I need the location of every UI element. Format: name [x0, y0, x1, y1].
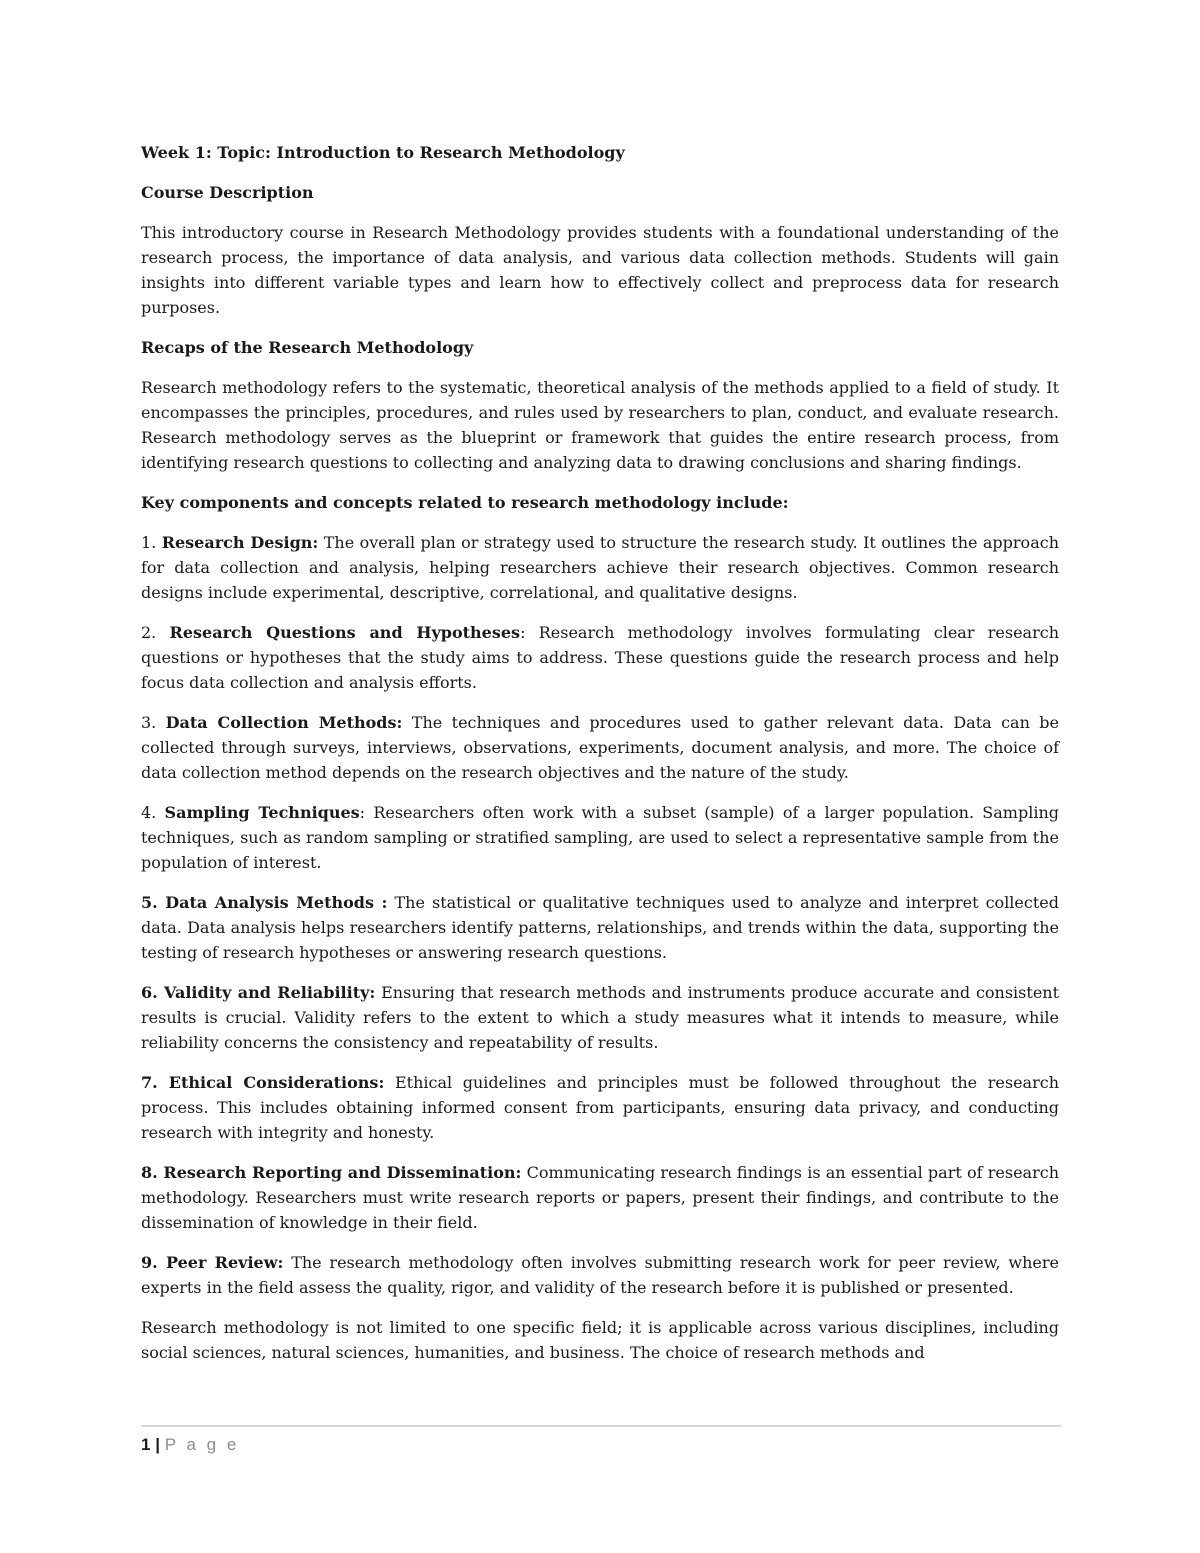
footer-separator: | [155, 1435, 160, 1454]
item-number: 2. [141, 623, 170, 642]
item-term: Ethical Considerations: [168, 1073, 385, 1092]
item-number: 7. [141, 1073, 169, 1092]
item-term: Sampling Techniques [164, 803, 360, 822]
item-term: Validity and Reliability: [164, 983, 376, 1002]
footer-divider [141, 1425, 1061, 1427]
item-term: Peer Review: [166, 1253, 284, 1272]
recaps-heading: Recaps of the Research Methodology [141, 338, 474, 357]
list-item-reporting [141, 1160, 1059, 1235]
item-term: Data Collection Methods: [165, 713, 403, 732]
item-term: Research Reporting and Dissemination: [163, 1163, 522, 1182]
item-number: 3. [141, 713, 166, 732]
item-text: The research methodology often involves submitting research work for peer review, where experts in the field assess the quality, rigor, and validity of the research before it is published or presented. [141, 1253, 1060, 1297]
course-description-paragraph: This introductory course in Research Methodology provides students with a foundational understanding of the research process, the importance of data analysis, and various data collection methods. Students will gain insights into different variable types and learn how to effectively collect and preprocess data for research purposes. [141, 223, 1059, 317]
item-term: Research Questions and Hypotheses [169, 623, 521, 642]
item-text: Communicating research findings is an essential part of research methodology. Researchers must write research reports or papers, present their findings, and contribute to the dissemination of knowledge in their field. [141, 1163, 1060, 1232]
item-text: The overall plan or strategy used to structure the research study. It outlines the approach for data collection and analysis, helping researchers achieve their research objectives. Common research designs include experimental, descriptive, correlational, and qualitative designs. [141, 533, 1059, 602]
item-text: : Researchers often work with a subset (sample) of a larger population. Sampling techniques, such as random sampling or stratified sampling, are used to select a representative sample from the population of interest. [141, 803, 1059, 872]
document-body [141, 140, 1059, 1380]
closing-paragraph: Research methodology is not limited to one specific field; it is applicable across various disciplines, including social sciences, natural sciences, humanities, and business. The choice of research methods and [141, 1318, 1059, 1362]
list-item-data-analysis [141, 890, 1059, 965]
item-number: 8. [141, 1163, 164, 1182]
key-components-heading: Key components and concepts related to research methodology include: [141, 493, 789, 512]
list-item-research-design [141, 530, 1059, 605]
item-text: The statistical or qualitative techniques used to analyze and interpret collected data. Data analysis helps researchers identify patterns, relationships, and trends within the data, supporting the testing of research hypotheses or answering research questions. [141, 893, 1059, 962]
item-text: : Research methodology involves formulating clear research questions or hypotheses that the study aims to address. These questions guide the research process and help focus data collection and analysis efforts. [141, 623, 1059, 692]
item-term: Data Analysis Methods : [165, 893, 388, 912]
item-text: Ensuring that research methods and instruments produce accurate and consistent results is crucial. Validity refers to the extent to which a study measures what it intends to measure, while reliability concerns the consistency and repeatability of results. [141, 983, 1060, 1052]
list-item-research-questions [141, 620, 1059, 695]
item-text: The techniques and procedures used to gather relevant data. Data can be collected through surveys, interviews, observations, experiments, document analysis, and more. The choice of data collection method depends on the research objectives and the nature of the study. [141, 713, 1059, 782]
item-number: 4. [141, 803, 165, 822]
page-label: P a g e [164, 1435, 240, 1454]
list-item-data-collection [141, 710, 1059, 785]
list-item-ethics [141, 1070, 1059, 1145]
list-item-sampling [141, 800, 1059, 875]
course-description-heading: Course Description [141, 183, 314, 202]
item-text: Ethical guidelines and principles must be followed throughout the research process. This includes obtaining informed consent from participants, ensuring data privacy, and conducting research with integrity and honesty. [141, 1073, 1060, 1142]
list-item-peer-review [141, 1250, 1059, 1300]
document-title: Week 1: Topic: Introduction to Research Methodology [141, 143, 625, 162]
list-item-validity [141, 980, 1059, 1055]
item-term: Research Design: [161, 533, 319, 552]
recaps-paragraph: Research methodology refers to the systematic, theoretical analysis of the methods applied to a field of study. It encompasses the principles, procedures, and rules used by researchers to plan, conduct, and evaluate research. Research methodology serves as the blueprint or framework that guides the entire research process, from identifying research questions to collecting and analyzing data to drawing conclusions and sharing findings. [141, 378, 1059, 472]
item-number: 6. [141, 983, 165, 1002]
page-number: 1 [141, 1435, 151, 1454]
item-number: 9. [141, 1253, 166, 1272]
page-footer [141, 1433, 239, 1457]
item-number: 5. [141, 893, 166, 912]
item-number: 1. [141, 533, 162, 552]
